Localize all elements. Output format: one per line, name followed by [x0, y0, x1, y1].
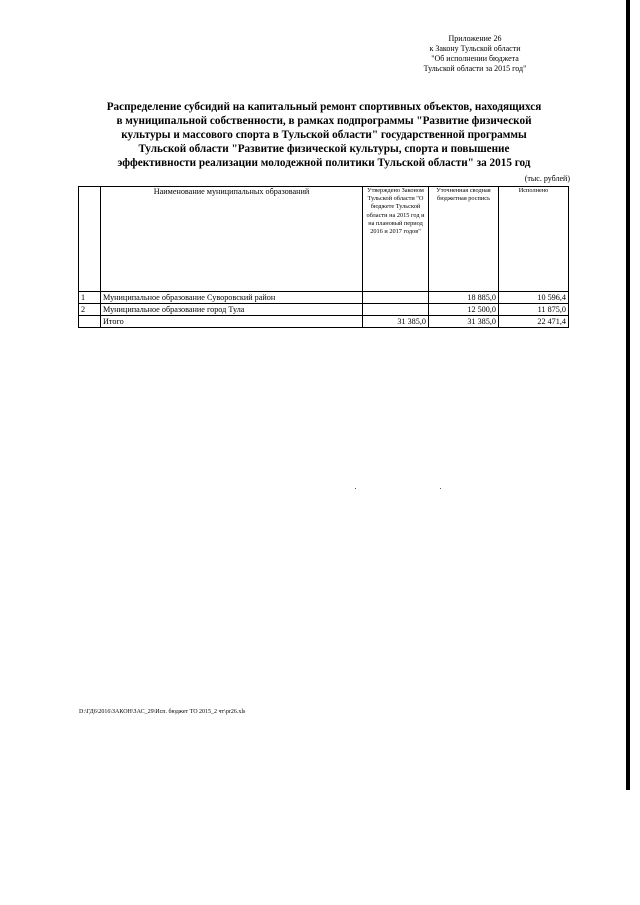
scan-edge-bar: [626, 0, 630, 790]
total-label: Итого: [101, 316, 363, 328]
appendix-line: Тульской области за 2015 год": [423, 64, 527, 73]
appendix-line: "Об исполнении бюджета: [431, 54, 519, 63]
header-approved: Утверждено Законом Тульской области "О бюджете Тульской области на 2015 год и на плановый период 2016 и 2017 годов": [363, 187, 429, 292]
title-line: культуры и массового спорта в Тульской области" государственной программы: [121, 129, 527, 141]
row-number: 2: [79, 304, 101, 316]
scan-speck: [355, 488, 356, 489]
document-title: [84, 100, 564, 170]
row-name: Муниципальное образование город Тула: [101, 304, 363, 316]
header-number: [79, 187, 101, 292]
row-number: 1: [79, 292, 101, 304]
total-approved: 31 385,0: [363, 316, 429, 328]
scan-speck: [440, 488, 441, 489]
units-label: (тыс. рублей): [524, 174, 570, 183]
title-line: в муниципальной собственности, в рамках подпрограммы "Развитие физической: [116, 115, 532, 127]
total-refined: 31 385,0: [429, 316, 499, 328]
header-refined: Уточненная сводная бюджетная роспись: [429, 187, 499, 292]
table-header-row: [79, 187, 569, 292]
appendix-line: к Закону Тульской области: [429, 44, 521, 53]
total-executed: 22 471,4: [499, 316, 569, 328]
row-refined: 12 500,0: [429, 304, 499, 316]
header-executed: Исполнено: [499, 187, 569, 292]
row-approved: [363, 292, 429, 304]
header-name: Наименование муниципальных образований: [101, 187, 363, 292]
appendix-header: [395, 34, 555, 74]
table-row: [79, 292, 569, 304]
row-approved: [363, 304, 429, 316]
total-row: [79, 316, 569, 328]
row-refined: 18 885,0: [429, 292, 499, 304]
subsidy-table: [78, 186, 569, 328]
title-line: Распределение субсидий на капитальный ремонт спортивных объектов, находящихся: [106, 101, 542, 113]
file-path-footer: D:\ГД6\2016\ЗАКОН\ЗАС_29\Исп. бюджет ТО 2015_2 чт\pr26.xls: [79, 709, 246, 715]
row-executed: 10 596,4: [499, 292, 569, 304]
appendix-line: Приложение 26: [448, 34, 502, 43]
title-line: Тульской области "Развитие физической культуры, спорта и повышение: [138, 143, 510, 155]
row-executed: 11 875,0: [499, 304, 569, 316]
table-row: [79, 304, 569, 316]
total-number: [79, 316, 101, 328]
title-line: эффективности реализации молодежной политики Тульской области" за 2015 год: [117, 157, 531, 169]
row-name: Муниципальное образование Суворовский район: [101, 292, 363, 304]
